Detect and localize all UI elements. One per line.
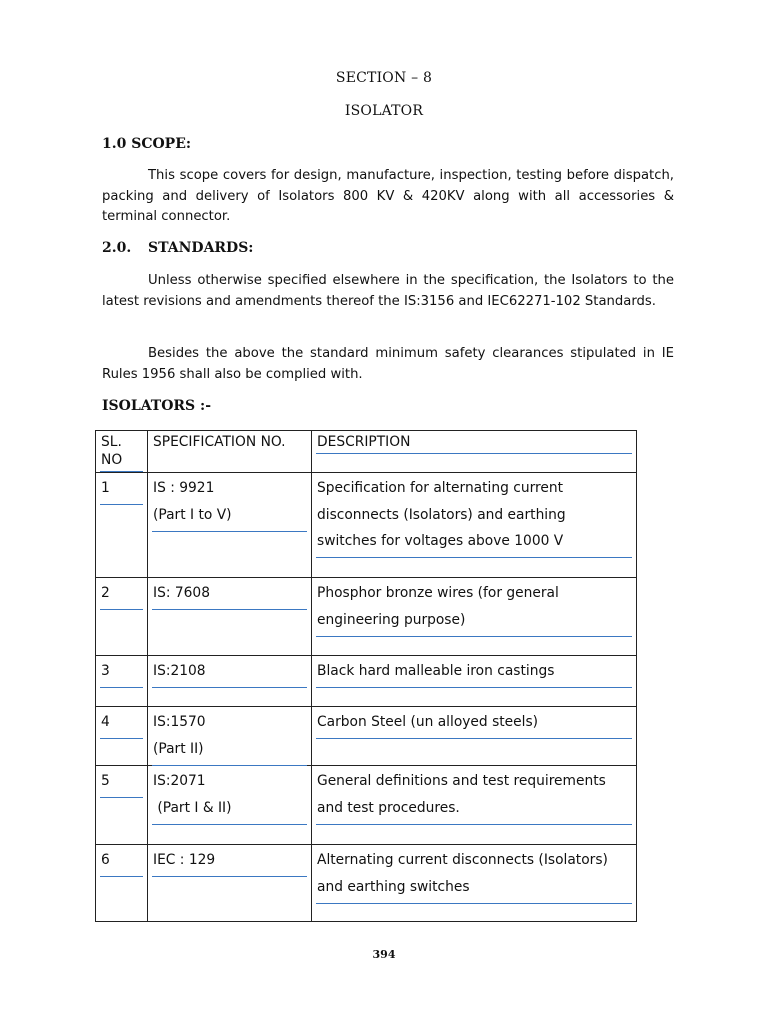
row-sl-cell [96, 656, 148, 707]
row-spec-line-1: IS:1570 [153, 714, 206, 730]
row-desc-line-1: Alternating current disconnects (Isolators) [317, 852, 608, 868]
underline-decoration [316, 903, 632, 904]
header-sl-no [96, 431, 148, 473]
row-desc-line-2: and test procedures. [317, 799, 460, 816]
header-desc-label: DESCRIPTION [317, 434, 411, 450]
row-spec-cell [148, 656, 312, 707]
standards-number: 2.0. [102, 240, 132, 256]
row-sl-cell [96, 766, 148, 845]
row-desc-line-2: engineering purpose) [317, 611, 466, 628]
row-spec-line-2: (Part I to V) [153, 506, 232, 523]
row-spec-cell [148, 766, 312, 845]
row-spec-line-2: (Part II) [153, 740, 204, 757]
header-description [312, 431, 637, 473]
row-desc-line-1: Black hard malleable iron castings [317, 663, 555, 679]
row-sl-cell [96, 578, 148, 656]
row-desc-cell [312, 656, 637, 707]
table-row [96, 766, 637, 845]
row-spec-cell [148, 578, 312, 656]
row-desc-line-2: disconnects (Isolators) and earthing [317, 506, 566, 523]
scope-number: 1.0 [102, 136, 127, 152]
row-desc-cell [312, 707, 637, 766]
table-row [96, 707, 637, 766]
row-desc-line-1: Carbon Steel (un alloyed steels) [317, 714, 539, 730]
row-sl-cell [96, 707, 148, 766]
scope-heading [102, 136, 191, 152]
underline-decoration [316, 687, 632, 688]
underline-decoration [316, 453, 632, 454]
header-spec-label: SPECIFICATION NO. [153, 434, 286, 450]
row-desc-line-1: Specification for alternating current [317, 480, 564, 496]
row-sl: 5 [101, 773, 110, 789]
underline-decoration [316, 636, 632, 637]
row-desc-cell [312, 766, 637, 845]
row-spec-line-2: (Part I & II) [153, 799, 232, 816]
row-spec-line-1: IS : 9921 [153, 480, 215, 496]
underline-decoration [152, 609, 307, 610]
table-row [96, 473, 637, 578]
underline-decoration [316, 824, 632, 825]
row-sl: 6 [101, 852, 110, 868]
table-row [96, 845, 637, 922]
row-sl-cell [96, 473, 148, 578]
row-desc-line-2: and earthing switches [317, 878, 470, 895]
row-spec-cell [148, 473, 312, 578]
underline-decoration [100, 609, 143, 610]
underline-decoration [152, 876, 307, 877]
underline-decoration [316, 557, 632, 558]
underline-decoration [100, 471, 143, 472]
underline-decoration [100, 504, 143, 505]
row-spec-cell [148, 845, 312, 922]
standards-paragraph-2: Besides the above the standard minimum safety clearances stipulated in IE Rules 1956 shall also be complied with. [102, 346, 674, 382]
row-spec-line-1: IS:2071 [153, 773, 206, 789]
row-spec-line-1: IS:2108 [153, 663, 206, 679]
standards-label: STANDARDS: [148, 240, 254, 256]
row-desc-line-1: Phosphor bronze wires (for general [317, 585, 559, 601]
underline-decoration [316, 738, 632, 739]
row-desc-cell [312, 845, 637, 922]
underline-decoration [152, 824, 307, 825]
underline-decoration [152, 687, 307, 688]
header-sl-line-1: SL. [101, 434, 122, 450]
scope-label: SCOPE: [131, 136, 192, 152]
underline-decoration [152, 531, 307, 532]
standards-table [95, 430, 637, 922]
page-title: ISOLATOR [344, 103, 424, 119]
row-desc-line-1: General definitions and test requirements [317, 773, 606, 789]
table-row [96, 578, 637, 656]
underline-decoration [100, 876, 143, 877]
row-spec-line-1: IEC : 129 [153, 852, 216, 868]
scope-paragraph: This scope covers for design, manufacture, inspection, testing before dispatch, packing and delivery of Isolators 800 KV & 420KV along with all accessories & terminal connector. [102, 168, 674, 224]
row-sl: 1 [101, 480, 110, 496]
table-row [96, 656, 637, 707]
row-spec-cell [148, 707, 312, 766]
row-sl: 2 [101, 585, 110, 601]
standards-heading [102, 240, 253, 256]
page-number: 394 [372, 948, 396, 961]
row-desc-line-3: switches for voltages above 1000 V [317, 533, 564, 549]
underline-decoration [100, 738, 143, 739]
underline-decoration [100, 687, 143, 688]
table-header-row [96, 431, 637, 473]
header-specification [148, 431, 312, 473]
standards-paragraph-1: Unless otherwise specified elsewhere in the specification, the Isolators to the latest revisions and amendments thereof the IS:3156 and IEC62271-102 Standards. [102, 273, 674, 309]
section-number: SECTION – 8 [335, 70, 433, 86]
row-spec-line-1: IS: 7608 [153, 585, 210, 601]
isolators-heading: ISOLATORS :- [102, 398, 212, 414]
row-desc-cell [312, 473, 637, 578]
row-desc-cell [312, 578, 637, 656]
header-sl-line-2: NO [101, 452, 123, 468]
row-sl-cell [96, 845, 148, 922]
row-sl: 4 [101, 714, 110, 730]
underline-decoration [100, 797, 143, 798]
row-sl: 3 [101, 663, 110, 679]
